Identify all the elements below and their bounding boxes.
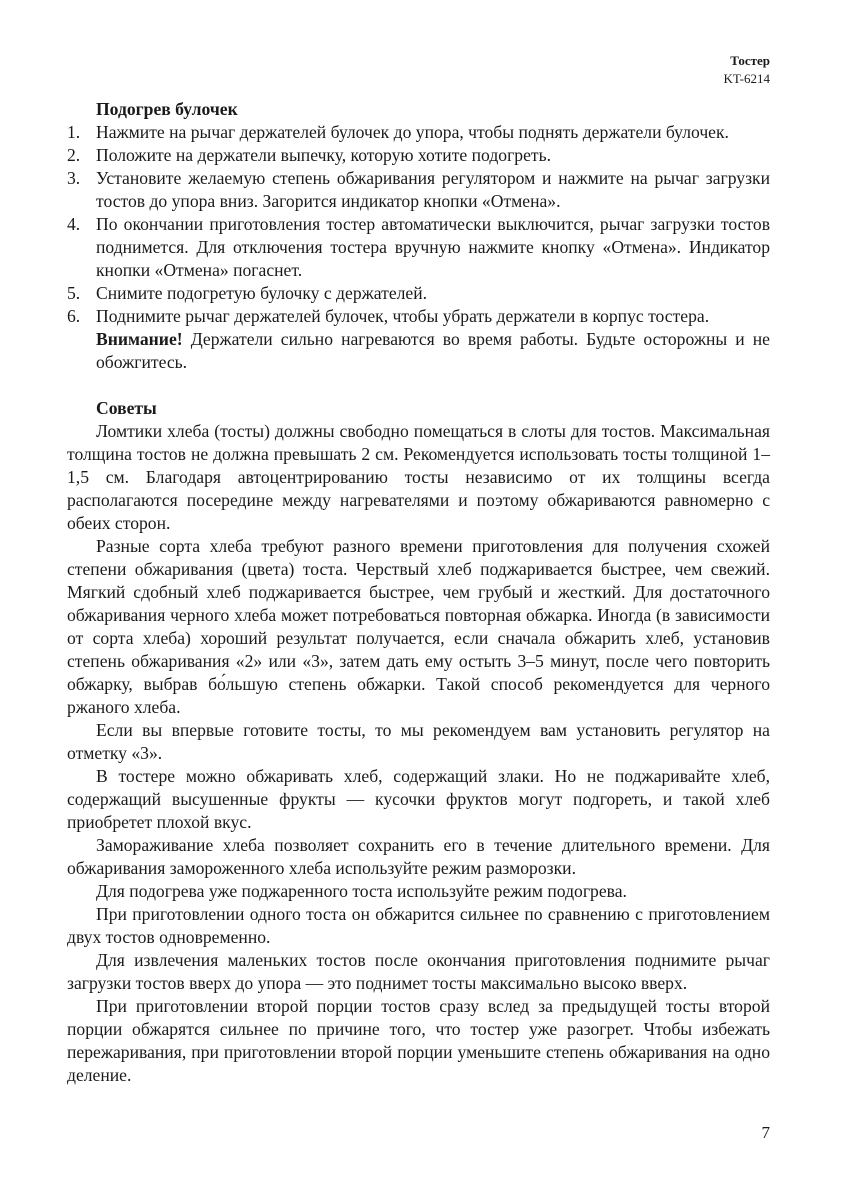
header-model: KT-6214: [723, 71, 770, 86]
tips-paragraph: При приготовлении одного тоста он обжарится сильнее по сравнению с приготовлением двух тостов одновременно.: [67, 904, 770, 947]
step-text: Нажмите на рычаг держателей булочек до упора, чтобы поднять держатели булочек.: [96, 122, 729, 142]
tips-paragraph: Замораживание хлеба позволяет сохранить его в течение длительного времени. Для обжаривания замороженного хлеба используйте режим разморозки.: [67, 835, 770, 878]
step-number: 5.: [67, 283, 81, 303]
header-title: Тостер: [730, 53, 770, 68]
step-number: 4.: [67, 214, 81, 234]
step-number: 6.: [67, 306, 81, 326]
buns-steps-list: [67, 121, 770, 328]
tips-paragraph: В тостере можно обжаривать хлеб, содержащий злаки. Но не поджаривайте хлеб, содержащий высушенные фрукты — кусочки фруктов могут подгореть, и такой хлеб приобретет плохой вкус.: [67, 766, 770, 832]
step-number: 1.: [67, 122, 81, 142]
list-item: [67, 121, 770, 144]
tips-paragraph: Ломтики хлеба (тосты) должны свободно помещаться в слоты для тостов. Максимальная толщина тостов не должна превышать 2 см. Рекомендуется использовать тосты толщиной 1–1,5 см. Благодаря автоцентрированию тосты независимо от их толщины всегда располагаются посередине между нагревателями и поэтому обжариваются равномерно с обеих сторон.: [67, 421, 770, 533]
list-item: [67, 282, 770, 305]
section-gap: [67, 374, 770, 397]
tips-section-title: Советы: [96, 398, 157, 418]
step-text: Положите на держатели выпечку, которую хотите подогреть.: [96, 145, 552, 165]
warning-text: Держатели сильно нагреваются во время работы. Будьте осторожны и не обожгитесь.: [96, 329, 770, 372]
page-header: [724, 52, 770, 88]
step-text: Снимите подогретую булочку с держателей.: [96, 283, 428, 303]
step-text: По окончании приготовления тостер автоматически выключится, рычаг загрузки тостов поднимется. Для отключения тостера вручную нажмите кнопку «Отмена». Индикатор кнопки «Отмена» погаснет.: [96, 214, 770, 280]
step-text: Поднимите рычаг держателей булочек, чтобы убрать держатели в корпус тостера.: [96, 306, 710, 326]
list-item: [67, 144, 770, 167]
list-item: [67, 167, 770, 213]
page-content: [67, 98, 770, 1087]
page-number: 7: [761, 1123, 770, 1142]
warning-note: [67, 328, 770, 374]
step-number: 2.: [67, 145, 81, 165]
tips-paragraph: Для извлечения маленьких тостов после окончания приготовления поднимите рычаг загрузки тостов вверх до упора — это поднимет тосты максимально высоко вверх.: [67, 950, 770, 993]
tips-paragraph: Для подогрева уже поджаренного тоста используйте режим подогрева.: [96, 881, 627, 901]
tips-paragraph: Если вы впервые готовите тосты, то мы рекомендуем вам установить регулятор на отметку «3».: [67, 720, 770, 763]
list-item: [67, 305, 770, 328]
tips-paragraph: При приготовлении второй порции тостов сразу вслед за предыдущей тосты второй порции обжарятся сильнее по причине того, что тостер уже разогрет. Чтобы избежать пережаривания, при приготовлении второй порции уменьшите степень обжаривания на одно деление.: [67, 996, 770, 1085]
step-text: Установите желаемую степень обжаривания регулятором и нажмите на рычаг загрузки тостов до упора вниз. Загорится индикатор кнопки «Отмена».: [96, 168, 770, 211]
step-number: 3.: [67, 168, 81, 188]
list-item: [67, 213, 770, 282]
tips-paragraph: Разные сорта хлеба требуют разного времени приготовления для получения схожей степени обжаривания (цвета) тоста. Черствый хлеб поджаривается быстрее, чем свежий. Мягкий сдобный хлеб поджаривается быстрее, чем грубый и жесткий. Для достаточного обжаривания черного хлеба может потребоваться повторная обжарка. Иногда (в зависимости от сорта хлеба) хороший результат получается, если сначала обжарить хлеб, установив степень обжаривания «2» или «3», затем дать ему остыть 3–5 минут, после чего повторить обжарку, выбрав бо́льшую степень обжарки. Такой способ рекомендуется для черного ржаного хлеба.: [67, 536, 770, 717]
buns-section-title: Подогрев булочек: [96, 99, 238, 119]
warning-label: Внимание!: [96, 329, 183, 349]
